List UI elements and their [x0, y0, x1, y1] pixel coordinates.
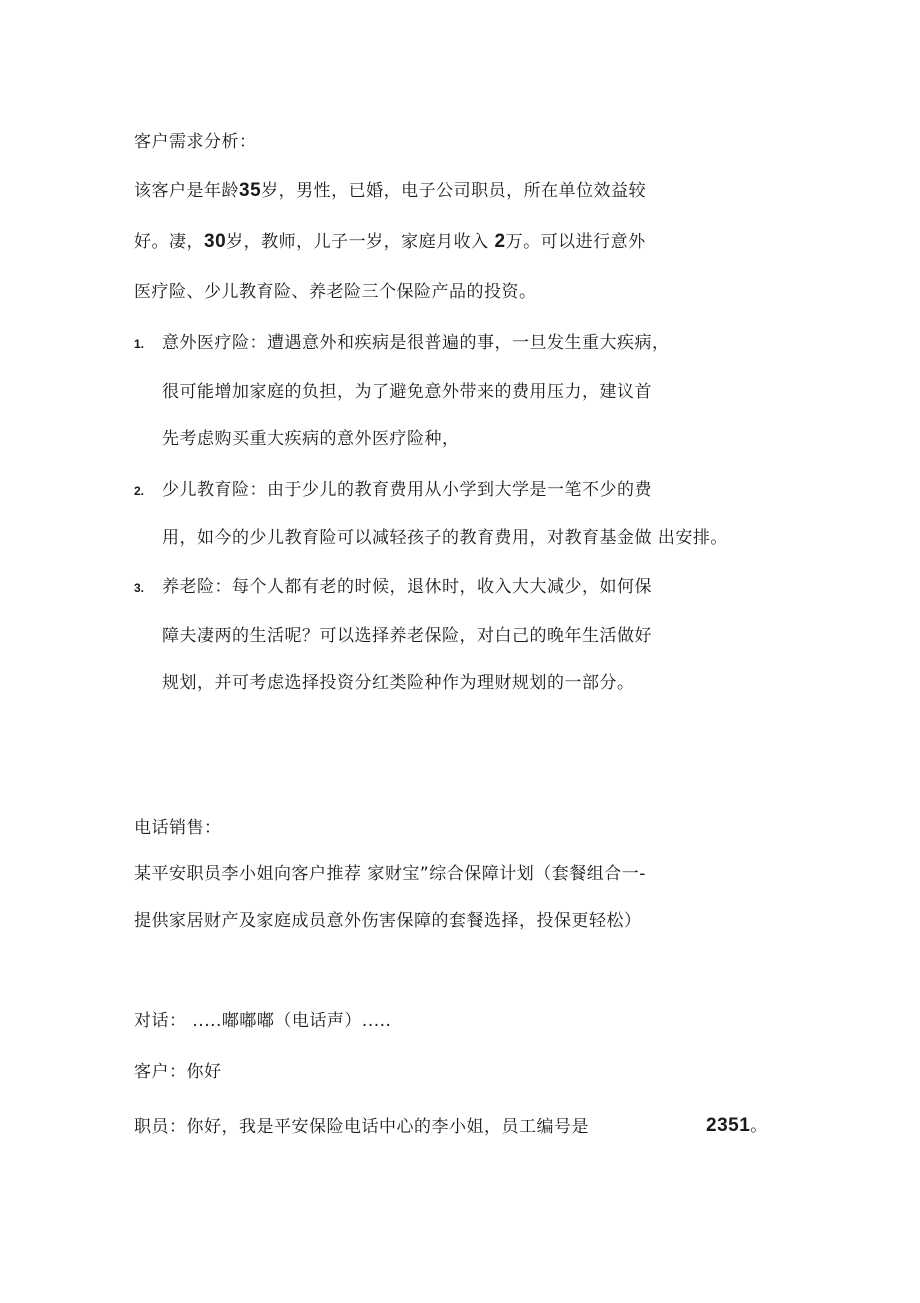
list-item-3-line-2: 障夫凄两的生活呢？可以选择养老保险，对白己的晚年生活做好: [162, 626, 652, 646]
text: 岁，男性，已婚，电子公司职员，所在单位效益较: [261, 181, 647, 201]
dialogue-line-2: 客户：你好: [134, 1062, 222, 1082]
list-item-2-line-1: 少儿教育险：由于少儿的教育费用从小学到大学是一笔不少的费: [162, 480, 652, 500]
age-value: 35: [239, 180, 262, 201]
analysis-heading: 客户需求分析：: [134, 132, 257, 152]
text: 该客户是年龄: [134, 181, 239, 201]
list-number-1: 1.: [134, 337, 145, 351]
phone-sales-intro-line-2: 提供家居财产及家庭成员意外伤害保障的套餐选择，投保更轻松）: [134, 911, 642, 931]
dialogue-line-1: 对话： .....嘟嘟嘟（电话声）.....: [134, 1011, 392, 1031]
list-item-2-line-2: 用，如今的少儿教育险可以减轻孩子的教育费用，对教育基金做 出安排。: [162, 528, 728, 548]
list-item-1-line-1: 意外医疗险：遭遇意外和疾病是很普遍的事，一旦发生重大疾病，: [162, 333, 670, 353]
dialogue-line-3: [134, 1117, 589, 1137]
employee-id: [706, 1116, 768, 1136]
list-item-3-line-1: 养老险：每个人都有老的时候，退休时，收入大大减少，如何保: [162, 577, 652, 597]
wife-age-value: 30: [204, 231, 227, 252]
list-item-3-line-3: 规划，并可考虑选择投资分红类险种作为理财规划的一部分。: [162, 673, 635, 693]
text: 职员：你好，我是平安保险电话中心的李小姐，员工编号是: [134, 1117, 589, 1137]
text: 。: [750, 1116, 768, 1136]
list-number-3: 3.: [134, 581, 145, 595]
list-item-1-line-3: 先考虑购买重大疾病的意外医疗险种，: [162, 429, 460, 449]
list-number-2: 2.: [134, 484, 145, 498]
analysis-paragraph-line-3: 医疗险、少儿教育险、养老险三个保险产品的投资。: [134, 282, 537, 302]
analysis-paragraph-line-2: [134, 232, 646, 252]
phone-sales-intro-line-1: 某平安职员李小姐向客户推荐 家财宝”综合保障计划（套餐组合一-: [134, 864, 646, 884]
analysis-paragraph-line-1: [134, 181, 646, 201]
income-value: 2: [494, 231, 506, 252]
employee-id-value: 2351: [706, 1115, 751, 1136]
text: 岁，教师，儿子一岁，家庭月收入: [226, 232, 495, 252]
list-item-1-line-2: 很可能增加家庭的负担，为了避免意外带来的费用压力，建议首: [162, 382, 652, 402]
text: 万。可以进行意外: [505, 232, 646, 252]
phone-sales-heading: 电话销售：: [134, 818, 222, 838]
text: 好。凄，: [134, 232, 204, 252]
